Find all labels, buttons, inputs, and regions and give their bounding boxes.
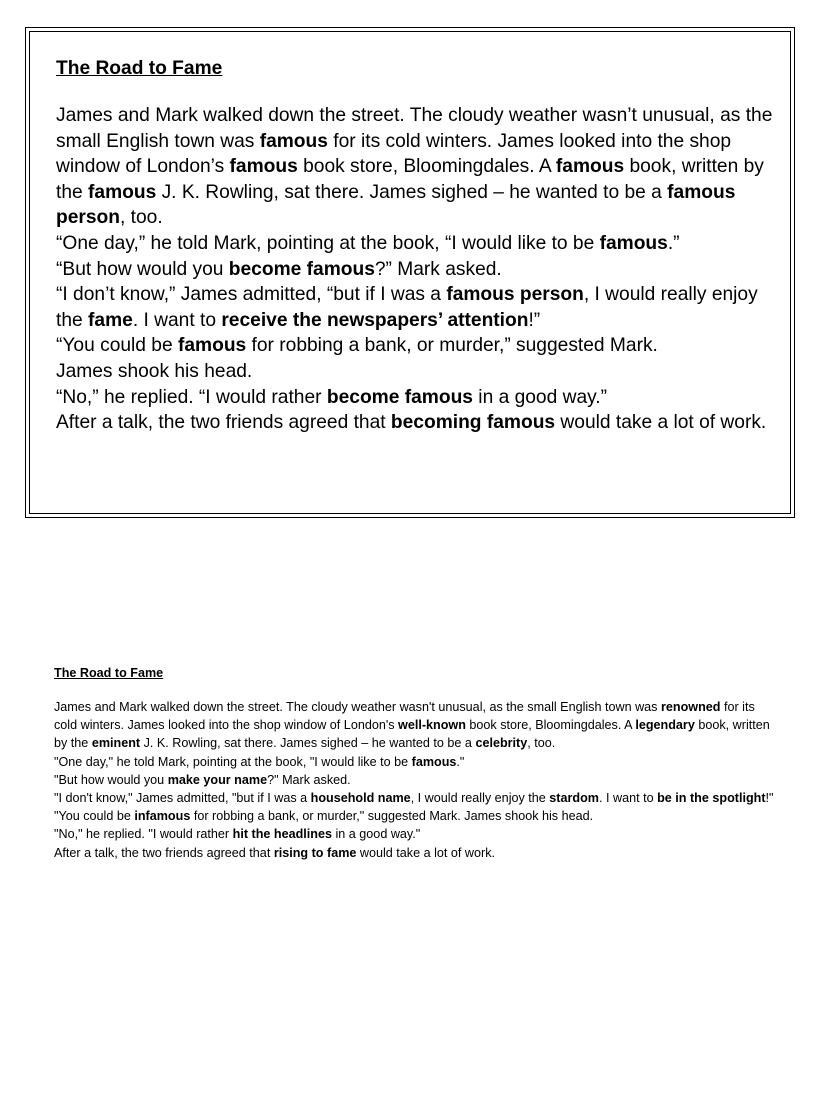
story-paragraph xyxy=(54,789,774,807)
text-run: for its cold winters. James looked into the shop window of London's xyxy=(54,700,755,733)
text-run: ?” Mark asked. xyxy=(374,258,502,280)
highlighted-term: well-known xyxy=(398,718,466,733)
text-run: J. K. Rowling, sat there. James sighed – he wanted to be a xyxy=(140,736,476,751)
text-run: James and Mark walked down the street. The cloudy weather wasn't unusual, as the small English town was xyxy=(54,700,661,714)
highlighted-term: famous xyxy=(555,156,625,178)
text-run: book store, Bloomingdales. A xyxy=(465,718,636,733)
highlighted-term: hit the headlines xyxy=(232,827,332,842)
text-run: would take a lot of work. xyxy=(356,845,496,860)
text-run: for its cold winters. James looked into the shop window of London’s xyxy=(56,130,732,178)
highlighted-term: famous xyxy=(229,156,298,178)
text-run: , too. xyxy=(119,207,163,229)
text-run: book, written by the xyxy=(56,156,764,203)
story-synonyms-title: The Road to Fame xyxy=(54,666,164,680)
story-paragraph xyxy=(54,807,774,825)
story-paragraph xyxy=(54,825,774,843)
highlighted-term: household name xyxy=(310,791,411,806)
text-run: “No,” he replied. “I would rather xyxy=(56,386,327,408)
story-paragraph xyxy=(56,385,776,411)
text-run: book store, Bloomingdales. A xyxy=(297,156,556,178)
text-run: James and Mark walked down the street. The cloudy weather wasn’t unusual, as the small English town was xyxy=(56,105,773,152)
highlighted-term: eminent xyxy=(91,736,141,751)
highlighted-term: make your name xyxy=(167,772,268,787)
text-run: for robbing a bank, or murder,” suggested Mark. xyxy=(246,335,658,357)
text-run: , too. xyxy=(527,736,556,751)
text-run: for robbing a bank, or murder," suggested Mark. James shook his head. xyxy=(190,809,594,824)
text-run: After a talk, the two friends agreed that xyxy=(56,412,391,434)
story-paragraph xyxy=(56,282,776,333)
highlighted-term: rising to fame xyxy=(273,845,357,860)
highlighted-term: famous person xyxy=(446,284,584,306)
story-paragraph xyxy=(56,257,776,283)
text-run: "No," he replied. "I would rather xyxy=(54,827,233,842)
highlighted-term: famous xyxy=(411,754,457,769)
story-original-body xyxy=(56,103,776,436)
text-run: “You could be xyxy=(56,335,178,357)
highlighted-term: famous xyxy=(259,130,328,152)
text-run: . I want to xyxy=(598,791,658,806)
highlighted-term: renowned xyxy=(660,700,721,714)
story-paragraph xyxy=(56,359,776,385)
text-run: , I would really enjoy the xyxy=(410,791,550,806)
highlighted-term: famous xyxy=(88,181,157,203)
story-paragraph xyxy=(56,410,776,436)
text-run: “One day,” he told Mark, pointing at the book, “I would like to be xyxy=(56,232,600,254)
highlighted-term: receive the newspapers’ attention xyxy=(221,309,529,331)
highlighted-term: famous person xyxy=(56,181,736,229)
highlighted-term: becoming famous xyxy=(390,412,556,434)
highlighted-term: become famous xyxy=(326,386,473,408)
story-paragraph xyxy=(54,844,774,862)
highlighted-term: become famous xyxy=(228,258,375,280)
story-paragraph xyxy=(56,103,776,231)
highlighted-term: celebrity xyxy=(475,736,528,751)
text-run: !” xyxy=(528,309,541,331)
highlighted-term: fame xyxy=(88,309,133,331)
text-run: James shook his head. xyxy=(56,360,253,382)
story-paragraph xyxy=(56,333,776,359)
text-run: After a talk, the two friends agreed that xyxy=(54,845,274,860)
text-run: “But how would you xyxy=(56,258,229,280)
text-run: “I don’t know,” James admitted, “but if I was a xyxy=(56,284,447,306)
story-paragraph xyxy=(54,753,774,771)
text-run: would take a lot of work. xyxy=(555,412,767,434)
highlighted-term: famous xyxy=(599,232,668,254)
story-paragraph xyxy=(56,231,776,257)
text-run: "But how would you xyxy=(54,772,168,787)
story-synonyms xyxy=(54,664,774,862)
text-run: !" xyxy=(765,791,774,806)
text-run: "I don't know," James admitted, "but if I was a xyxy=(54,791,311,806)
text-run: "You could be xyxy=(54,809,135,824)
highlighted-term: be in the spotlight xyxy=(657,791,766,806)
story-paragraph xyxy=(54,698,774,753)
text-run: "One day," he told Mark, pointing at the book, "I would like to be xyxy=(54,754,412,769)
highlighted-term: famous xyxy=(177,335,247,357)
text-run: .” xyxy=(667,232,680,254)
text-run: . I want to xyxy=(132,309,222,331)
story-paragraph xyxy=(54,771,774,789)
text-run: ." xyxy=(456,754,465,769)
story-original xyxy=(56,56,776,436)
text-run: , I would really enjoy the xyxy=(56,284,758,331)
highlighted-term: stardom xyxy=(549,791,599,806)
text-run: in a good way.” xyxy=(472,386,607,408)
text-run: ?" Mark asked. xyxy=(267,772,351,787)
story-synonyms-body xyxy=(54,698,774,862)
story-original-title: The Road to Fame xyxy=(56,58,223,79)
text-run: book, written by the xyxy=(54,718,770,751)
text-run: in a good way." xyxy=(332,827,421,842)
highlighted-term: infamous xyxy=(134,809,191,824)
highlighted-term: legendary xyxy=(635,718,695,733)
text-run: J. K. Rowling, sat there. James sighed – he wanted to be a xyxy=(156,181,668,203)
